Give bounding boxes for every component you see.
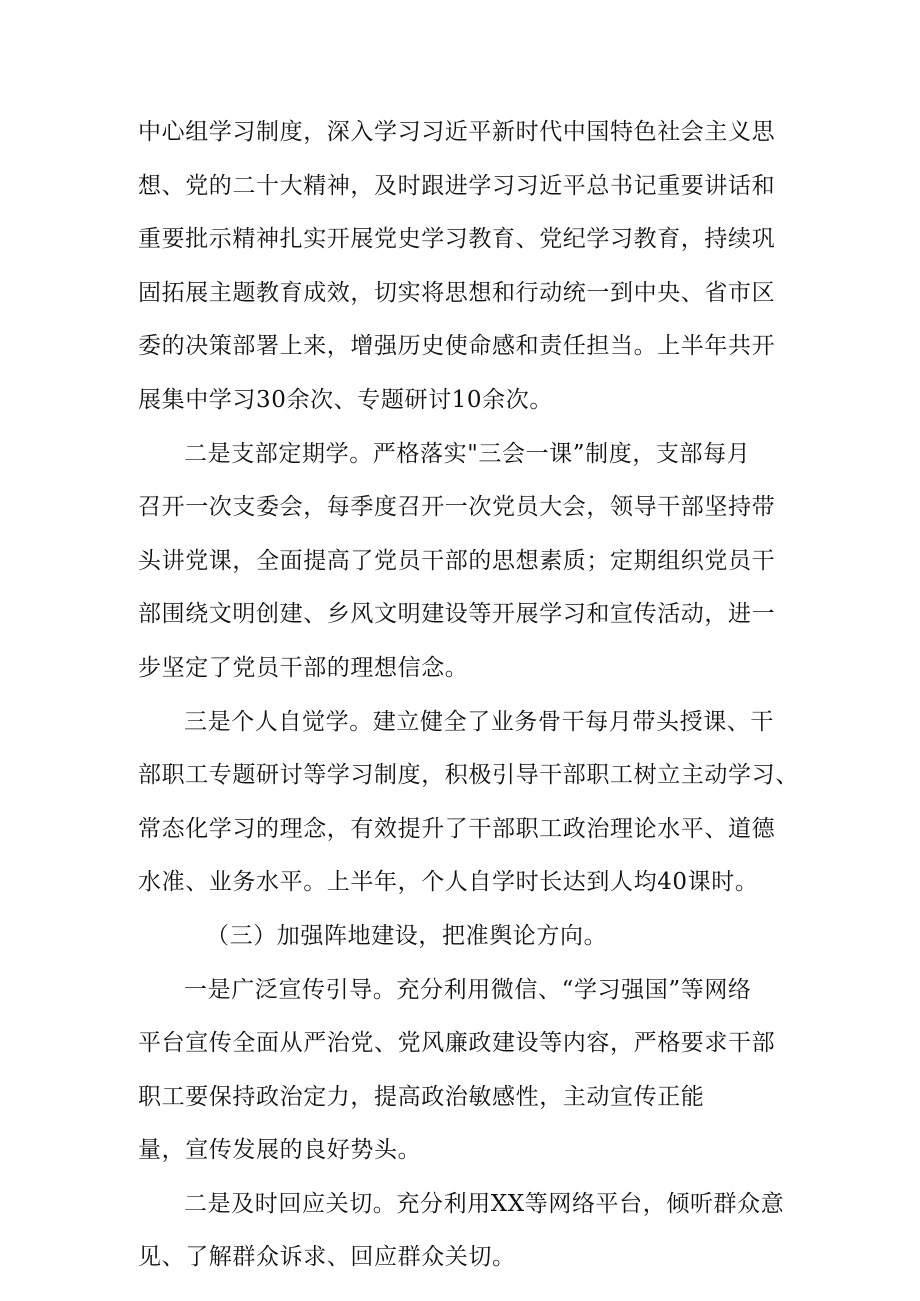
section-heading: （三）加强阵地建设，把准舆论方向。 — [206, 922, 608, 949]
text-line: 职工要保持政治定力，提高政治敏感性，主动宣传正能 — [138, 1083, 705, 1110]
text-line: 部围绕文明创建、乡风文明建设等开展学习和宣传活动，进一 — [138, 601, 776, 628]
paragraph-start: 二是及时回应关切。充分利用XX等网络平台，倾听群众意 — [184, 1190, 785, 1217]
paragraph-start: 三是个人自觉学。建立健全了业务骨干每月带头授课、干 — [184, 708, 774, 735]
text-line: 见、了解群众诉求、回应群众关切。 — [138, 1244, 516, 1271]
text-line: 召开一次支委会，每季度召开一次党员大会，领导干部坚持带 — [138, 494, 776, 521]
text-line: 想、党的二十大精神，及时跟进学习习近平总书记重要讲话和 — [138, 172, 776, 199]
text-line: 常态化学习的理念，有效提升了干部职工政治理论水平、道德 — [138, 815, 776, 842]
paragraph-start: 二是支部定期学。严格落实"三会一课”制度，支部每月 — [184, 440, 751, 467]
text-line: 中心组学习制度，深入学习习近平新时代中国特色社会主义思 — [138, 119, 776, 145]
paragraph-start: 一是广泛宣传引导。充分利用微信、“学习强国”等网络 — [184, 976, 752, 1003]
text-line: 头讲党课，全面提高了党员干部的思想素质；定期组织党员干 — [138, 547, 776, 574]
text-line: 委的决策部署上来，增强历史使命感和责任担当。上半年共开 — [138, 333, 776, 360]
text-line: 展集中学习30余次、专题研讨10余次。 — [138, 386, 553, 413]
text-line: 固拓展主题教育成效，切实将思想和行动统一到中央、省市区 — [138, 279, 776, 306]
text-line: 步坚定了党员干部的理想信念。 — [138, 654, 469, 681]
text-line: 量，宣传发展的良好势头。 — [138, 1137, 422, 1164]
text-line: 重要批示精神扎实开展党史学习教育、党纪学习教育，持续巩 — [138, 226, 776, 253]
document-body — [138, 106, 798, 1285]
text-line: 部职工专题研讨等学习制度，积极引导干部职工树立主动学习、 — [138, 762, 799, 789]
text-line: 水准、业务水平。上半年，个人自学时长达到人均40课时。 — [138, 869, 759, 896]
text-line: 平台宣传全面从严治党、党风廉政建设等内容，严格要求干部 — [138, 1030, 776, 1057]
